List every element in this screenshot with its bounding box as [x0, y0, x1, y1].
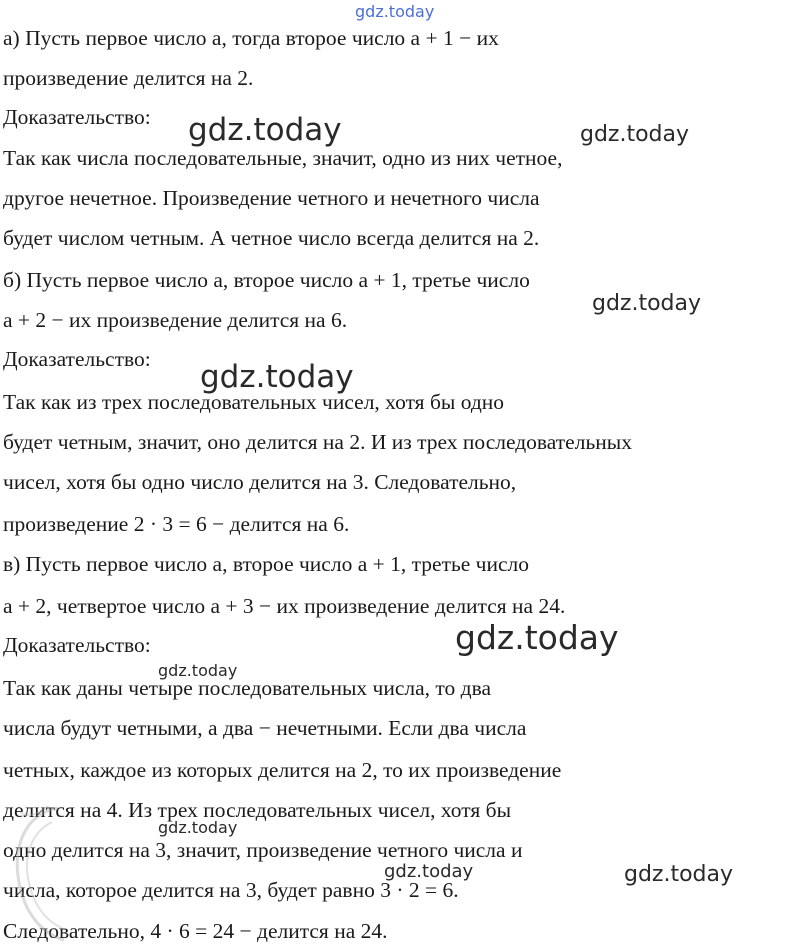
- text-line: Так как числа последовательные, значит, одно из них четное,: [3, 146, 563, 170]
- watermark-text: gdz.today: [624, 862, 734, 887]
- text-line: б) Пусть первое число a, второе число a + 1, третье число: [3, 268, 530, 292]
- text-line: четных, каждое из которых делится на 2, то их произведение: [3, 758, 562, 782]
- watermark-text: gdz.today: [158, 818, 238, 837]
- text-line: Доказательство:: [3, 105, 151, 129]
- watermark-text: gdz.today: [592, 291, 702, 316]
- text-line: Доказательство:: [3, 633, 151, 657]
- watermark-text: gdz.today: [158, 661, 238, 680]
- watermark-text: gdz.today: [384, 861, 474, 882]
- text-line: числа, которое делится на 3, будет равно 3 · 2 = 6.: [3, 878, 459, 902]
- text-line: другое нечетное. Произведение четного и нечетного числа: [3, 186, 540, 210]
- text-line: одно делится на 3, значит, произведение четного числа и: [3, 838, 523, 862]
- text-line: Так как из трех последовательных чисел, хотя бы одно: [3, 390, 505, 414]
- stamp-logo: [8, 804, 66, 944]
- text-line: произведение 2 · 3 = 6 − делится на 6.: [3, 512, 350, 536]
- watermark-text: gdz.today: [455, 618, 619, 657]
- text-line: Так как даны четыре последовательных числа, то два: [3, 676, 492, 700]
- text-line: Следовательно, 4 · 6 = 24 − делится на 24.: [3, 919, 388, 943]
- text-line: чисел, хотя бы одно число делится на 3. Следовательно,: [3, 470, 517, 494]
- watermark-text: gdz.today: [200, 359, 354, 395]
- text-line: a + 2, четвертое число a + 3 − их произведение делится на 24.: [3, 594, 566, 618]
- text-line: будет четным, значит, оно делится на 2. И из трех последовательных: [3, 430, 632, 454]
- watermark-text: gdz.today: [580, 122, 690, 147]
- text-line: будет числом четным. А четное число всегда делится на 2.: [3, 226, 540, 250]
- text-line: произведение делится на 2.: [3, 66, 254, 90]
- text-line: числа будут четными, а два − нечетными. Если два числа: [3, 716, 527, 740]
- text-line: в) Пусть первое число a, второе число a + 1, третье число: [3, 552, 530, 576]
- text-line: Доказательство:: [3, 347, 151, 371]
- text-line: a + 2 − их произведение делится на 6.: [3, 308, 348, 332]
- watermark-text: gdz.today: [355, 2, 435, 21]
- text-line: делится на 4. Из трех последовательных чисел, хотя бы: [3, 798, 512, 822]
- text-line: а) Пусть первое число a, тогда второе число a + 1 − их: [3, 26, 499, 50]
- watermark-text: gdz.today: [188, 112, 342, 148]
